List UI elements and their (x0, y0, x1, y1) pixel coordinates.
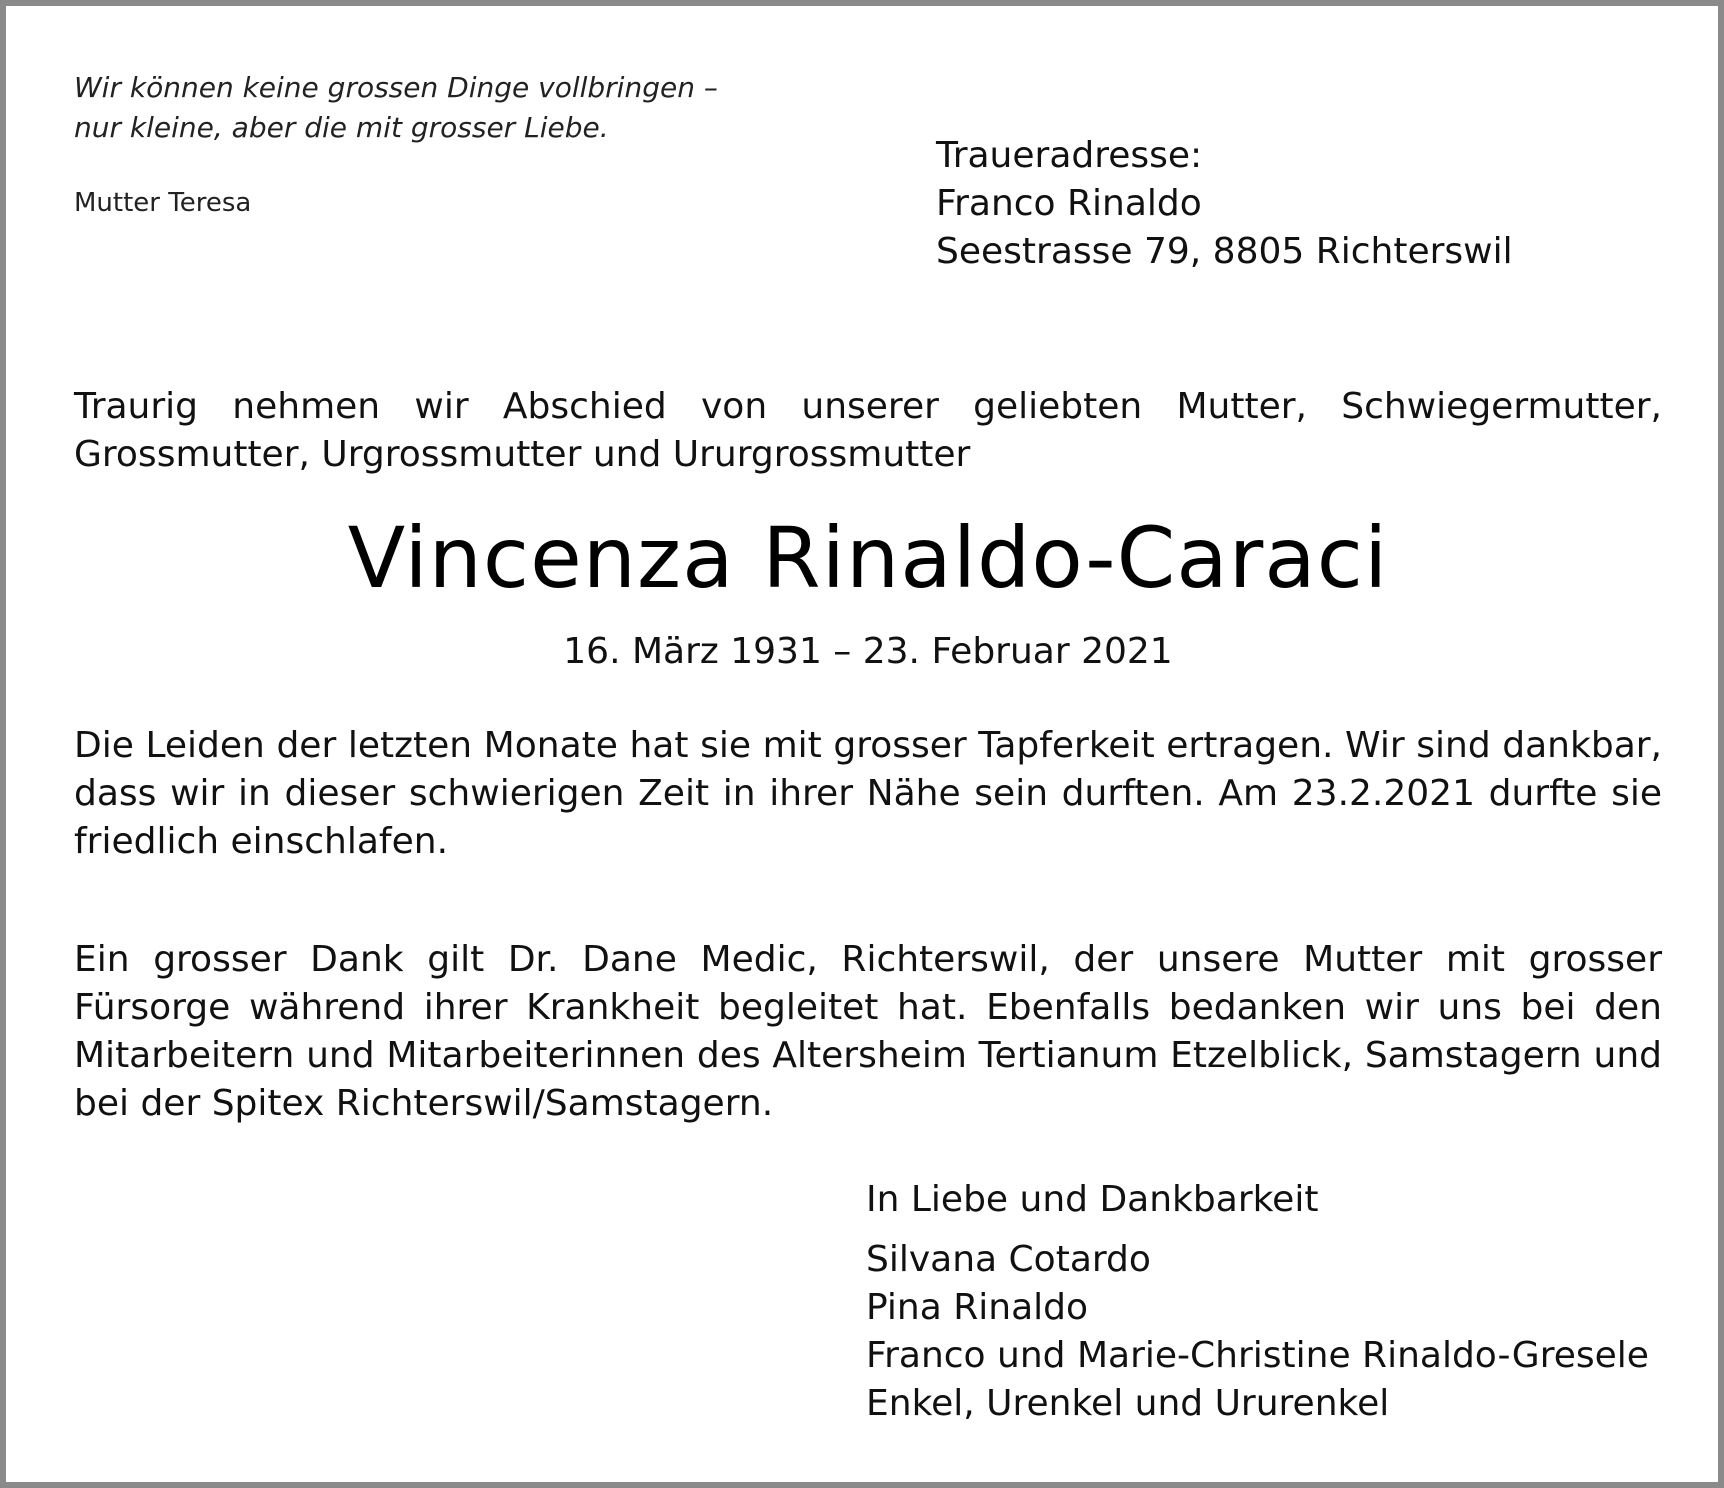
deceased-name: Vincenza Rinaldo-Caraci (347, 509, 1389, 607)
mourning-address (936, 132, 1513, 276)
signatories (866, 1236, 1649, 1428)
quote-line: nur kleine, aber die mit grosser Liebe. (74, 111, 609, 144)
signatory: Silvana Cotardo (866, 1239, 1151, 1280)
signatory: Franco und Marie-Christine Rinaldo-Gresele (866, 1335, 1649, 1376)
signatory: Enkel, Urenkel und Ururenkel (866, 1383, 1390, 1424)
quote-author: Mutter Teresa (74, 188, 252, 218)
life-dates: 16. März 1931 – 23. Februar 2021 (563, 631, 1173, 672)
intro-text: Traurig nehmen wir Abschied von unserer geliebten Mutter, Schwiegermutter, Grossmutter, Urgrossmutter und Ururgrossmutter (74, 386, 1662, 475)
quote-line: Wir können keine grossen Dinge vollbringen – (74, 71, 718, 104)
address-label: Traueradresse: (936, 135, 1203, 176)
paragraph: Die Leiden der letzten Monate hat sie mit grosser Tapferkeit ertragen. Wir sind dankbar, dass wir in dieser schwierigen Zeit in ihrer Nähe sein durften. Am 23.2.2021 durfte sie friedlich einschlafen. (74, 725, 1662, 862)
paragraph: Ein grosser Dank gilt Dr. Dane Medic, Richterswil, der unsere Mutter mit grosser Fürsorge während ihrer Krankheit begleitet hat. Ebenfalls bedanken wir uns bei den Mitarbeitern und Mitarbeiterinnen des Altersheim Tertianum Etzelblick, Samstagern und bei der Spitex Richterswil/Samstagern. (74, 939, 1662, 1124)
address-street: Seestrasse 79, 8805 Richterswil (936, 231, 1513, 272)
address-name: Franco Rinaldo (936, 183, 1202, 224)
epigraph-quote (74, 68, 718, 148)
signatory: Pina Rinaldo (866, 1287, 1089, 1328)
closing-phrase: In Liebe und Dankbarkeit (866, 1179, 1319, 1220)
